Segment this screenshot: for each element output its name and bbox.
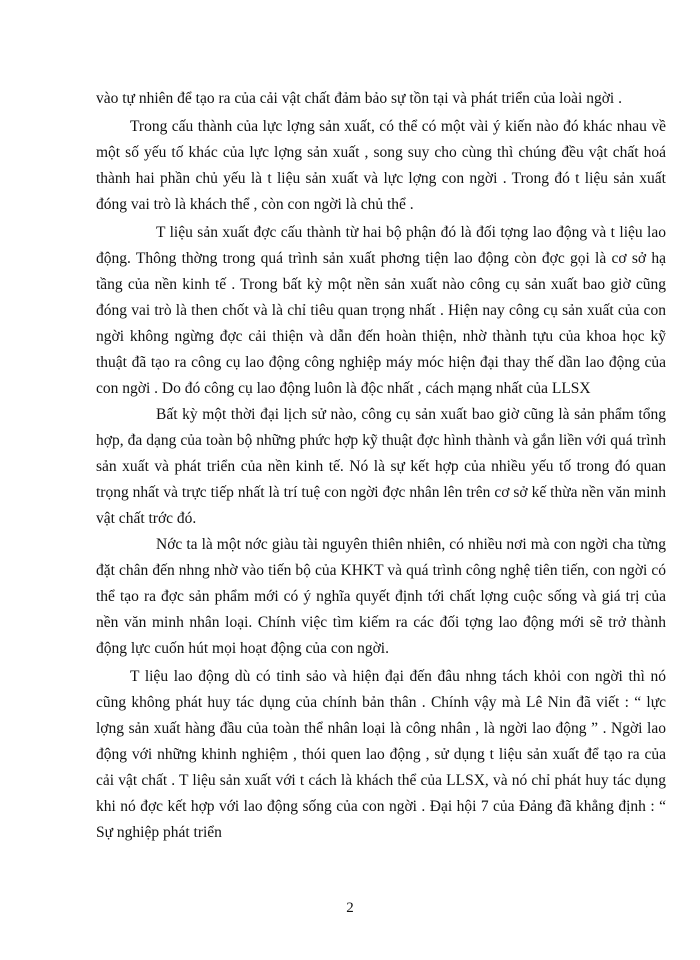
paragraph-1: vào tự nhiên để tạo ra của cải vật chất đảm bảo sự tồn tại và phát triển của loài ngời .	[96, 90, 622, 107]
body-text	[96, 86, 666, 846]
paragraph-2: Trong cấu thành của lực lợng sản xuất, có thể có một vài ý kiến nào đó khác nhau về một số yếu tố khác của lực lợng sản xuất , song suy cho cùng thì chúng đều vật chất hoá thành hai phần chủ yếu là t liệu sản xuất và lực lợng con ngời . Trong đó t liệu sản xuất đóng vai trò là khách thể , còn con ngời là chủ thể .	[96, 118, 666, 213]
paragraph-3: T liệu sản xuất đợc cấu thành từ hai bộ phận đó là đối tợng lao động và t liệu lao động. Thông thờng trong quá trình sản xuất phơng tiện lao động còn đợc gọi là cơ sở hạ tầng của nền kinh tế . Trong bất kỳ một nền sản xuất nào công cụ sản xuất bao giờ cũng đóng vai trò là then chốt và là chỉ tiêu quan trọng nhất . Hiện nay công cụ sản xuất của con ngời không ngừng đợc cải thiện và dẫn đến hoàn thiện, nhờ thành tựu của khoa học kỹ thuật đã tạo ra công cụ lao động công nghiệp máy móc hiện đại thay thế dần lao động của con ngời . Do đó công cụ lao động luôn là độc nhất , cách mạng nhất của LLSX	[96, 224, 666, 397]
paragraph-5: Nớc ta là một nớc giàu tài nguyên thiên nhiên, có nhiều nơi mà con ngời cha từng đặt chân đến nhng nhờ vào tiến bộ của KHKT và quá trình công nghệ tiên tiến, con ngời có thể tạo ra đợc sản phẩm mới có ý nghĩa quyết định tới chất lợng cuộc sống và giá trị của nền văn minh nhân loại. Chính việc tìm kiếm ra các đối tợng lao động mới sẽ trở thành động lực cuốn hút mọi hoạt động của con ngời.	[96, 536, 666, 657]
paragraph-4: Bất kỳ một thời đại lịch sử nào, công cụ sản xuất bao giờ cũng là sản phẩm tổng hợp, đa dạng của toàn bộ những phức hợp kỹ thuật đợc hình thành và gắn liền với quá trình sản xuất và phát triển của nền kinh tế. Nó là sự kết hợp của nhiều yếu tố trong đó quan trọng nhất và trực tiếp nhất là trí tuệ con ngời đợc nhân lên trên cơ sở kế thừa nền văn minh vật chất trớc đó.	[96, 406, 666, 527]
paragraph-6: T liệu lao động dù có tinh sảo và hiện đại đến đâu nhng tách khỏi con ngời thì nó cũng không phát huy tác dụng của chính bản thân . Chính vậy mà Lê Nin đã viết : “ lực lợng sản xuất hàng đầu của toàn thể nhân loại là công nhân , là ngời lao động ” . Ngời lao động với những khinh nghiệm , thói quen lao động , sử dụng t liệu sản xuất để tạo ra của cải vật chất . T liệu sản xuất với t cách là khách thể của LLSX, và nó chỉ phát huy tác dụng khi nó đợc kết hợp với lao động sống của con ngời . Đại hội 7 của Đảng đã khẳng định : “ Sự nghiệp phát triển	[96, 668, 666, 841]
page-number: 2	[346, 900, 354, 916]
